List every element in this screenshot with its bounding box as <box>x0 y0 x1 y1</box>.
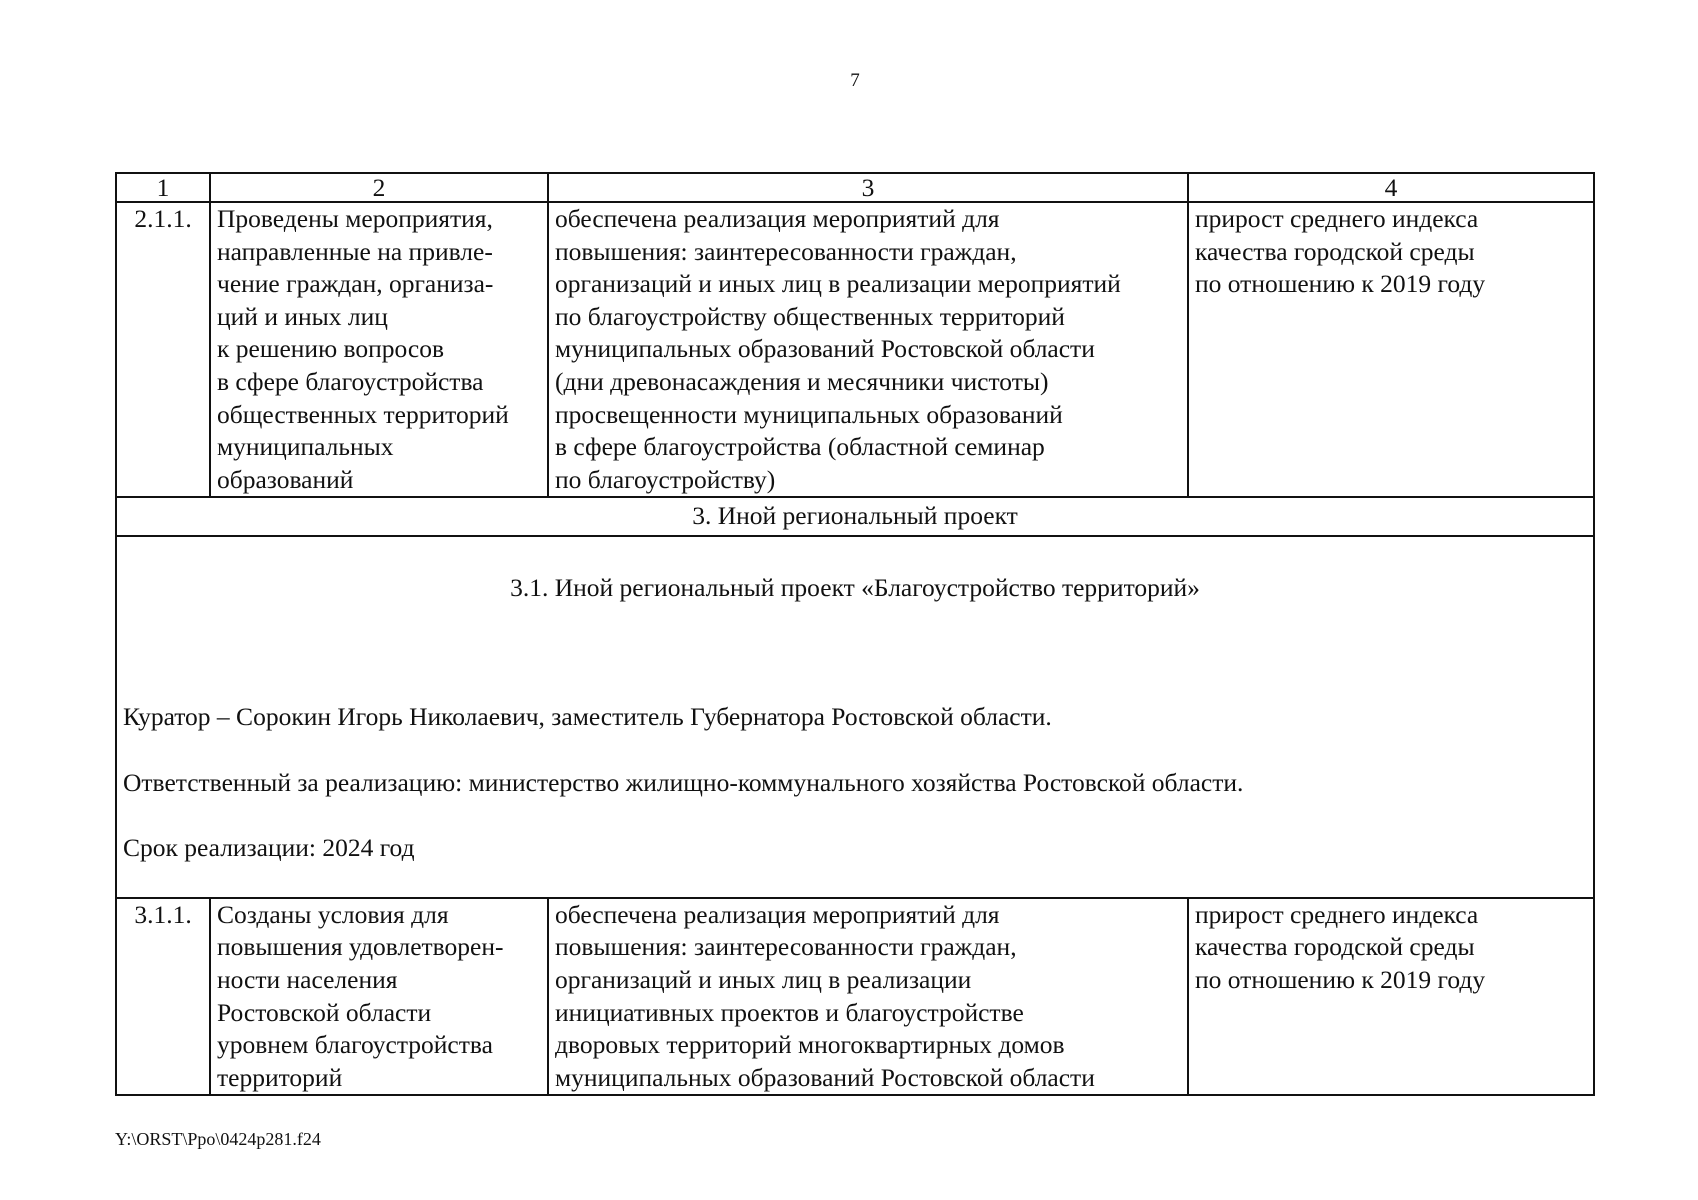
row-number: 2.1.1. <box>116 202 210 497</box>
results-table <box>115 172 1595 1096</box>
result-description: Проведены мероприятия, направленные на привле- чение граждан, организа- ций и иных лиц к решению вопросов в сфере благоустройства общественных территорий муниципальных образований <box>210 202 548 497</box>
term-line: Срок реализации: 2024 год <box>123 832 415 862</box>
section-3-heading: 3. Иной региональный проект <box>116 497 1594 536</box>
table-row-2-1-1 <box>116 202 1594 497</box>
result-characteristic: обеспечена реализация мероприятий для повышения: заинтересованности граждан, организаций и иных лиц в реализации мероприятий по благоустройству общественных территорий муниципальных образований Ростовской области (дни древонасаждения и месячники чистоты) просвещенности муниципальных образований в сфере благоустройства (областной семинар по благоустройству) <box>548 202 1188 497</box>
footer-file-path: Y:\ORST\Ppo\0424p281.f24 <box>115 1129 321 1149</box>
table-row-3-1-1 <box>116 898 1594 1096</box>
header-cell-col1: 1 <box>116 173 210 202</box>
section-3-row <box>116 497 1594 536</box>
header-cell-col4: 4 <box>1188 173 1594 202</box>
section-3-1-title: 3.1. Иной региональный проект «Благоустройство территорий» <box>510 572 1200 602</box>
section-3-1-block <box>116 536 1594 898</box>
table-header-row <box>116 173 1594 202</box>
responsible-line: Ответственный за реализацию: министерство жилищно-коммунального хозяйства Ростовской области. <box>123 767 1244 797</box>
section-3-1-row <box>116 536 1594 898</box>
result-indicator: прирост среднего индекса качества городской среды по отношению к 2019 году <box>1188 202 1594 497</box>
header-cell-col2: 2 <box>210 173 548 202</box>
page-number: 7 <box>850 70 860 91</box>
result-indicator: прирост среднего индекса качества городской среды по отношению к 2019 году <box>1188 898 1594 1096</box>
row-number: 3.1.1. <box>116 898 210 1096</box>
curator-line: Куратор – Сорокин Игорь Николаевич, заместитель Губернатора Ростовской области. <box>123 702 1052 732</box>
section-spacer <box>123 637 1587 669</box>
result-description: Созданы условия для повышения удовлетворен- ности населения Ростовской области уровнем благоустройства территорий <box>210 898 548 1096</box>
result-characteristic: обеспечена реализация мероприятий для повышения: заинтересованности граждан, организаций и иных лиц в реализации инициативных проектов и благоустройстве дворовых территорий многоквартирных домов муниципальных образований Ростовской области <box>548 898 1188 1096</box>
header-cell-col3: 3 <box>548 173 1188 202</box>
